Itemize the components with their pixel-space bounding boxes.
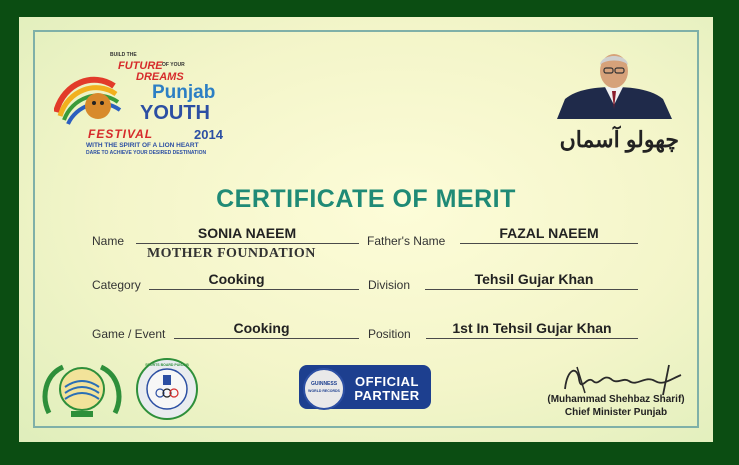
name-line bbox=[136, 243, 359, 244]
signatory-name: (Muhammad Shehbaz Sharif) bbox=[547, 394, 685, 405]
category-value: Cooking bbox=[208, 271, 265, 287]
logo-year: 2014 bbox=[194, 127, 223, 142]
position-line bbox=[426, 338, 638, 339]
certificate bbox=[19, 17, 713, 442]
game-event-value: Cooking bbox=[233, 320, 290, 336]
position-value: 1st In Tehsil Gujar Khan bbox=[452, 320, 612, 336]
official-partner-badge bbox=[299, 365, 431, 409]
division-value: Tehsil Gujar Khan bbox=[474, 271, 594, 287]
category-line bbox=[149, 289, 359, 290]
logo-slogan-2: DARE TO ACHIEVE YOUR DESIRED DESTINATION bbox=[86, 150, 207, 156]
institution-text: MOTHER FOUNDATION bbox=[147, 246, 316, 261]
logo-dreams-word: DREAMS bbox=[136, 71, 184, 83]
logo-festival-word: FESTIVAL bbox=[88, 127, 154, 141]
logo-tagline-top: BUILD THE bbox=[110, 52, 137, 58]
sports-board-punjab-seal bbox=[133, 357, 201, 421]
urdu-slogan: چھولو آسماں bbox=[559, 127, 679, 152]
name-value: SONIA NAEEM bbox=[197, 225, 297, 241]
father-name-line bbox=[460, 243, 638, 244]
guinness-line2: WORLD RECORDS bbox=[308, 389, 340, 393]
festival-logo bbox=[54, 42, 223, 156]
logo-slogan-1: WITH THE SPIRIT OF A LION HEART bbox=[86, 142, 199, 149]
game-event-label: Game / Event bbox=[92, 327, 166, 341]
tiger-graphic bbox=[54, 72, 124, 127]
logo-of-your: OF YOUR bbox=[162, 62, 185, 68]
punjab-government-emblem bbox=[41, 357, 123, 419]
signatory-title: Chief Minister Punjab bbox=[564, 407, 668, 418]
guinness-world-records-logo bbox=[303, 368, 345, 410]
father-name-label: Father's Name bbox=[367, 234, 446, 248]
father-name-value: FAZAL NAEEM bbox=[499, 225, 599, 241]
position-label: Position bbox=[368, 327, 411, 341]
guinness-line1: GUINNESS bbox=[310, 381, 338, 387]
division-line bbox=[425, 289, 638, 290]
sports-board-text: SPORTS BOARD PUNJAB bbox=[145, 363, 189, 367]
chief-minister-portrait bbox=[557, 47, 672, 119]
official-partner-line1: OFFICIAL bbox=[355, 374, 419, 389]
certificate-title: CERTIFICATE OF MERIT bbox=[216, 185, 516, 213]
handwritten-signature bbox=[557, 359, 687, 399]
logo-youth: YOUTH bbox=[140, 102, 210, 124]
logo-punjab: Punjab bbox=[152, 82, 216, 103]
logo-future-word: FUTURE bbox=[118, 60, 163, 72]
category-label: Category bbox=[92, 278, 141, 292]
game-event-line bbox=[174, 338, 359, 339]
name-label: Name bbox=[92, 234, 125, 248]
official-partner-line2: PARTNER bbox=[354, 388, 420, 403]
division-label: Division bbox=[368, 278, 411, 292]
